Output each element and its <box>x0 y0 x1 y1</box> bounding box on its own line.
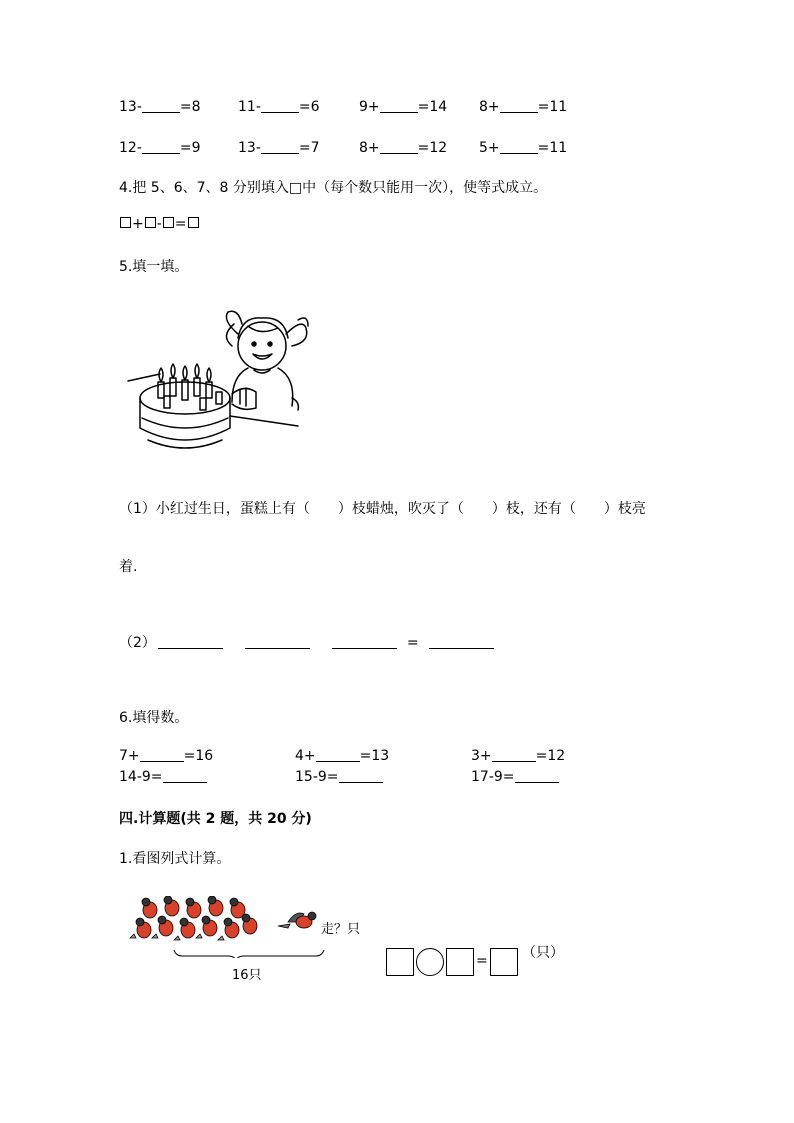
eq-1-1 <box>119 98 201 115</box>
q6-title: 6.填得数。 <box>119 710 189 726</box>
eq-text: =13 <box>359 748 390 764</box>
eq <box>295 768 383 785</box>
answer-box-1[interactable] <box>386 948 414 976</box>
eq <box>471 747 565 764</box>
eq-2-1 <box>119 139 201 156</box>
answer-blank[interactable] <box>492 747 536 762</box>
eq-text: 8+ <box>359 140 380 156</box>
birthday-girl-illustration <box>120 306 320 458</box>
answer-blank[interactable] <box>140 747 184 762</box>
answer-blank[interactable] <box>339 768 383 783</box>
eq-1-4 <box>479 98 567 115</box>
operator-equals: = <box>406 635 419 651</box>
answer-blank[interactable] <box>142 139 180 154</box>
answer-blank[interactable] <box>515 768 559 783</box>
eq-2-4 <box>479 139 567 156</box>
eq-text: 11- <box>238 99 261 115</box>
q5-part2 <box>119 632 494 652</box>
answer-blank[interactable] <box>429 634 494 649</box>
eq <box>295 747 389 764</box>
birds-illustration <box>128 896 328 958</box>
operator-minus: - <box>156 216 162 232</box>
answer-blank[interactable] <box>316 747 360 762</box>
eq-text: 13- <box>119 99 142 115</box>
eq-text: =12 <box>535 748 566 764</box>
eq-text: 17-9= <box>471 769 515 785</box>
unit-label: （只） <box>522 945 564 961</box>
eq-text: =11 <box>537 99 568 115</box>
answer-blank[interactable] <box>380 139 418 154</box>
eq-text: 7+ <box>119 748 140 764</box>
equation-row-2 <box>119 139 739 159</box>
answer-box[interactable] <box>188 217 199 228</box>
eq <box>119 747 213 764</box>
eq <box>471 768 559 785</box>
q6-row-1 <box>119 747 679 767</box>
q5-title: 5.填一填。 <box>119 259 189 275</box>
operator-equals: = <box>174 216 187 232</box>
answer-blank[interactable] <box>142 98 180 113</box>
q5-part1-text: （1）小红过生日，蛋糕上有（ ）枝蜡烛，吹灭了（ ）枝，还有（ ）枝亮 <box>119 501 646 517</box>
part2-label: （2） <box>119 635 156 651</box>
eq <box>119 768 207 785</box>
answer-blank[interactable] <box>261 98 299 113</box>
flew-away-label: 走？只 <box>321 922 361 937</box>
eq-text: =12 <box>417 140 448 156</box>
q4-equation <box>119 216 200 232</box>
eq-text: 15-9= <box>295 769 339 785</box>
answer-box[interactable] <box>120 217 131 228</box>
sec4-q1-title: 1.看图列式计算。 <box>119 851 231 867</box>
eq-text: 8+ <box>479 99 500 115</box>
total-birds-label: 16只 <box>232 968 262 983</box>
eq-text: =9 <box>179 140 201 156</box>
eq-text: =7 <box>298 140 320 156</box>
answer-blank[interactable] <box>261 139 299 154</box>
eq-text: =11 <box>537 140 568 156</box>
eq-text: 14-9= <box>119 769 163 785</box>
answer-blank[interactable] <box>158 634 223 649</box>
answer-blank[interactable] <box>500 98 538 113</box>
eq-text: 9+ <box>359 99 380 115</box>
answer-blank[interactable] <box>500 139 538 154</box>
answer-blank[interactable] <box>163 768 207 783</box>
eq-1-3 <box>359 98 447 115</box>
eq-text: =16 <box>183 748 214 764</box>
eq-2-3 <box>359 139 447 156</box>
eq-text: 5+ <box>479 140 500 156</box>
eq-1-2 <box>238 98 320 115</box>
operator-circle[interactable] <box>416 948 444 976</box>
eq-text: 13- <box>238 140 261 156</box>
eq-text: =6 <box>298 99 320 115</box>
eq-text: 4+ <box>295 748 316 764</box>
eq-text: =14 <box>417 99 448 115</box>
answer-box[interactable] <box>145 217 156 228</box>
q5-part1-text-cont: 着. <box>119 559 138 575</box>
eq-text: 3+ <box>471 748 492 764</box>
answer-box-2[interactable] <box>446 948 474 976</box>
equation-row-1 <box>119 98 739 118</box>
eq-text: =8 <box>179 99 201 115</box>
answer-blank[interactable] <box>245 634 310 649</box>
operator-equals: = <box>476 953 488 969</box>
answer-box[interactable] <box>163 217 174 228</box>
q6-row-2 <box>119 768 679 788</box>
section-4-heading: 四.计算题(共 2 题，共 20 分) <box>119 811 312 827</box>
answer-blank[interactable] <box>332 634 397 649</box>
answer-box-3[interactable] <box>490 948 518 976</box>
eq-2-2 <box>238 139 320 156</box>
answer-blank[interactable] <box>380 98 418 113</box>
q4-prompt: 4.把 5、6、7、8 分别填入□中（每个数只能用一次），使等式成立。 <box>119 180 548 196</box>
eq-text: 12- <box>119 140 142 156</box>
operator-plus: + <box>132 216 144 232</box>
